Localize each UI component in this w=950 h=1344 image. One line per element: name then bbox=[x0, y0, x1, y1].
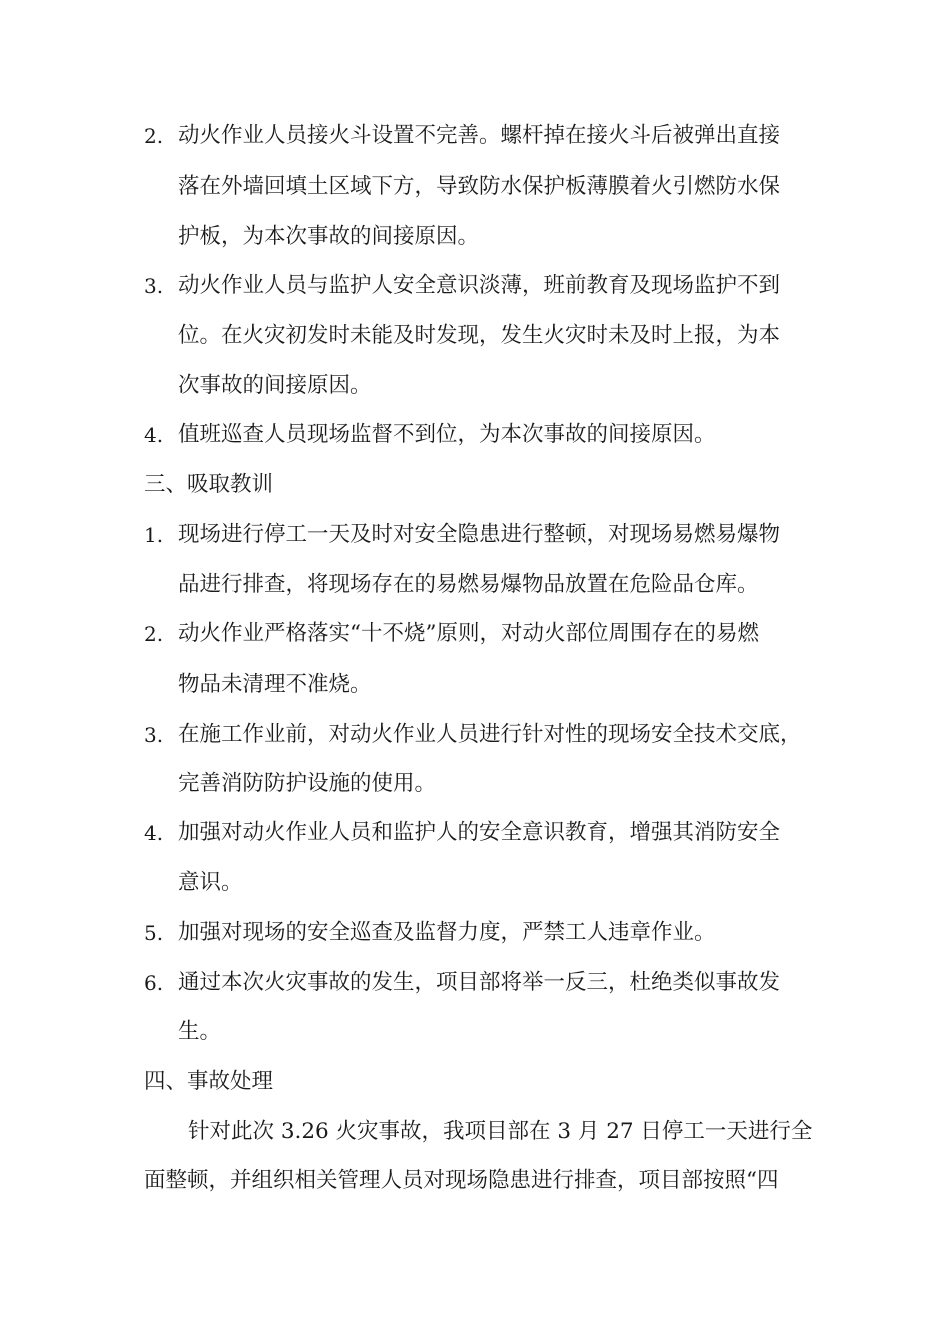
list-item-text: 完善消防防护设施的使用。 bbox=[178, 771, 437, 796]
list-item-number: 6. bbox=[144, 971, 164, 995]
list-item-number: 1. bbox=[144, 523, 164, 547]
list-item-number: 2. bbox=[144, 622, 164, 646]
list-item-number: 4. bbox=[144, 821, 164, 845]
list-item-text: 动火作业人员与监护人安全意识淡薄，班前教育及现场监护不到 bbox=[178, 273, 781, 298]
section-heading: 三、吸取教训 bbox=[144, 472, 274, 497]
list-item-text: 护板，为本次事故的间接原因。 bbox=[178, 224, 480, 249]
list-item-text: 物品未清理不准烧。 bbox=[178, 672, 372, 697]
paragraph-line: 针对此次 3.26 火灾事故，我项目部在 3 月 27 日停工一天进行全 bbox=[188, 1119, 813, 1144]
list-item-text: 加强对现场的安全巡查及监督力度，严禁工人违章作业。 bbox=[178, 920, 716, 945]
list-item-text: 现场进行停工一天及时对安全隐患进行整顿，对现场易燃易爆物 bbox=[178, 522, 781, 547]
list-item-text: 意识。 bbox=[178, 870, 243, 895]
list-item-text: 落在外墙回填土区域下方，导致防水保护板薄膜着火引燃防水保 bbox=[178, 174, 781, 199]
list-item-text: 动火作业严格落实“十不烧”原则，对动火部位周围存在的易燃 bbox=[178, 621, 759, 646]
list-item-text: 生。 bbox=[178, 1019, 222, 1044]
list-item-number: 5. bbox=[144, 921, 164, 945]
list-item-text: 加强对动火作业人员和监护人的安全意识教育，增强其消防安全 bbox=[178, 820, 781, 845]
list-item-text: 位。在火灾初发时未能及时发现，发生火灾时未及时上报，为本 bbox=[178, 323, 781, 348]
list-item-text: 通过本次火灾事故的发生，项目部将举一反三，杜绝类似事故发 bbox=[178, 970, 781, 995]
list-item-number: 4. bbox=[144, 423, 164, 447]
section-heading: 四、事故处理 bbox=[144, 1069, 274, 1094]
list-item-text: 值班巡查人员现场监督不到位，为本次事故的间接原因。 bbox=[178, 422, 716, 447]
list-item-text: 次事故的间接原因。 bbox=[178, 373, 372, 398]
list-item-number: 2. bbox=[144, 124, 164, 148]
list-item-text: 品进行排查，将现场存在的易燃易爆物品放置在危险品仓库。 bbox=[178, 572, 759, 597]
list-item-number: 3. bbox=[144, 274, 164, 298]
list-item-text: 在施工作业前，对动火作业人员进行针对性的现场安全技术交底， bbox=[178, 722, 802, 747]
list-item-text: 动火作业人员接火斗设置不完善。螺杆掉在接火斗后被弹出直接 bbox=[178, 123, 781, 148]
paragraph-line: 面整顿，并组织相关管理人员对现场隐患进行排查，项目部按照“四 bbox=[144, 1168, 779, 1193]
list-item-number: 3. bbox=[144, 723, 164, 747]
